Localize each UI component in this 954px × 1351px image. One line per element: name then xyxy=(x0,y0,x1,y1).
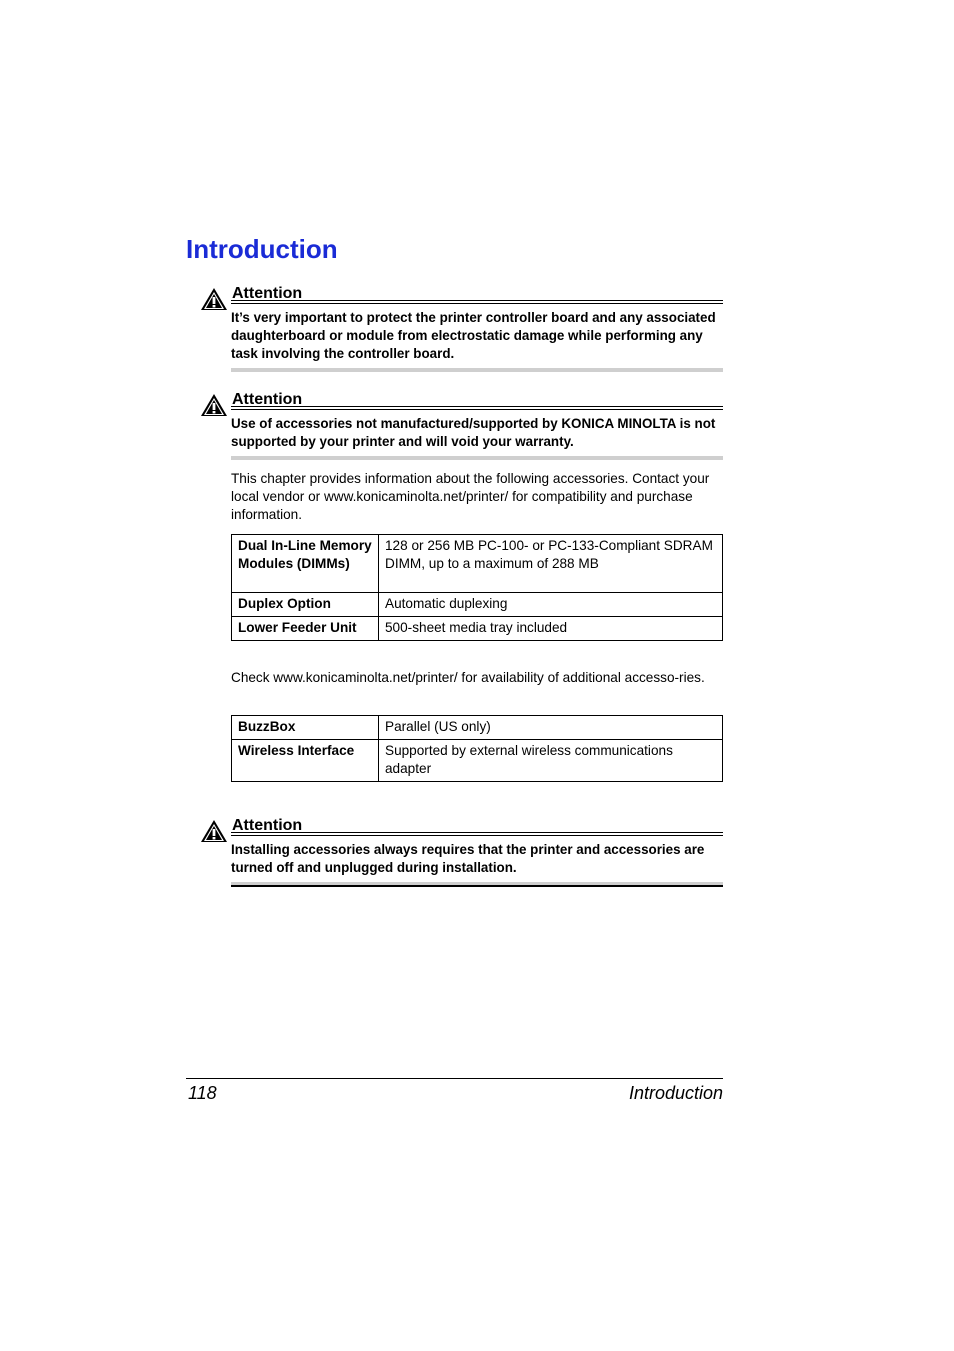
accessory-name: Duplex Option xyxy=(232,593,379,617)
attention-box-2 xyxy=(200,391,723,460)
accessory-description: 500-sheet media tray included xyxy=(379,617,723,641)
table-row xyxy=(232,617,723,641)
table-row xyxy=(232,740,723,782)
attention-bottom-rule xyxy=(231,368,723,372)
attention-label: Attention xyxy=(232,817,303,834)
warning-triangle-icon xyxy=(200,287,228,311)
warning-triangle-icon xyxy=(200,819,228,843)
accessories-table xyxy=(231,534,723,641)
accessory-name: Wireless Interface xyxy=(232,740,379,782)
attention-text-2: Use of accessories not manufactured/supported by KONICA MINOLTA is not supported by your printer and will void your warranty. xyxy=(231,416,716,449)
attention-box-1 xyxy=(200,285,723,372)
attention-label: Attention xyxy=(232,285,303,302)
check-paragraph: Check www.konicaminolta.net/printer/ for availability of additional accesso-ries. xyxy=(231,670,705,685)
attention-label: Attention xyxy=(232,391,303,408)
additional-accessories-table xyxy=(231,715,723,782)
footer-rule xyxy=(186,1078,723,1079)
accessory-name: Dual In-Line Memory Modules (DIMMs) xyxy=(232,535,379,593)
accessory-name: Lower Feeder Unit xyxy=(232,617,379,641)
table-row xyxy=(232,535,723,593)
attention-text-3: Installing accessories always requires that the printer and accessories are turned off and unplugged during installation. xyxy=(231,842,705,875)
table-row xyxy=(232,593,723,617)
footer-section-title: Introduction xyxy=(628,1083,723,1103)
table-row xyxy=(232,716,723,740)
accessory-name: BuzzBox xyxy=(232,716,379,740)
attention-rule xyxy=(231,832,723,836)
attention-bottom-rule xyxy=(231,882,723,887)
page-number: 118 xyxy=(188,1083,217,1103)
accessory-description: Automatic duplexing xyxy=(379,593,723,617)
attention-rule xyxy=(231,300,723,304)
accessory-description: Parallel (US only) xyxy=(379,716,723,740)
accessory-description: Supported by external wireless communications adapter xyxy=(379,740,723,782)
attention-box-3 xyxy=(200,817,723,887)
attention-text-1: It’s very important to protect the printer controller board and any associated daughterboard or module from electrostatic damage while performing any task involving the controller board. xyxy=(231,310,716,361)
attention-rule xyxy=(231,406,723,410)
accessory-description: 128 or 256 MB PC-100- or PC-133-Compliant SDRAM DIMM, up to a maximum of 288 MB xyxy=(379,535,723,593)
page-title: Introduction xyxy=(186,234,338,264)
warning-triangle-icon xyxy=(200,393,228,417)
intro-paragraph: This chapter provides information about the following accessories. Contact your local vendor or www.konicaminolta.net/printer/ for compatibility and purchase information. xyxy=(231,471,710,522)
attention-bottom-rule xyxy=(231,456,723,460)
